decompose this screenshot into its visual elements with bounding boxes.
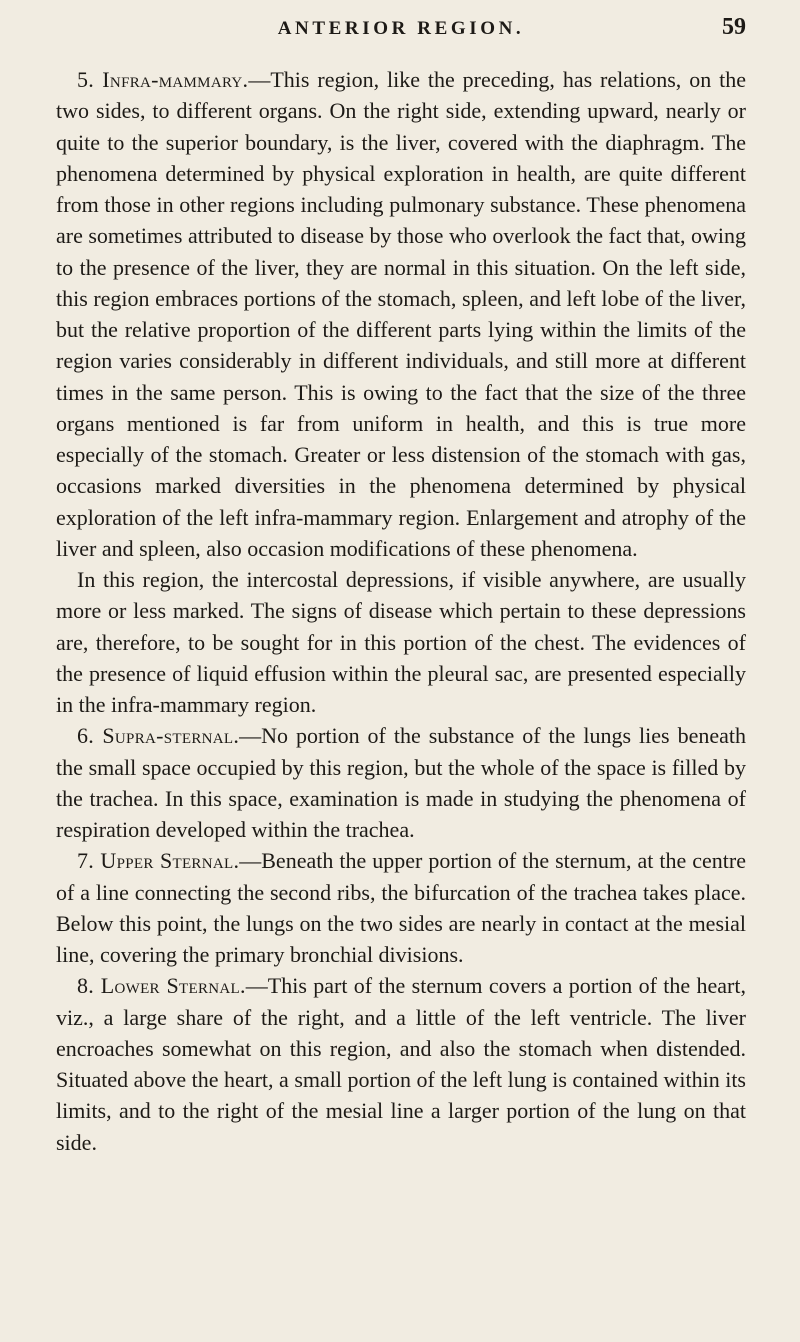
section-text-supra-sternal: —No portion of the substance of the lungs lies beneath the small space occupied by this region, but the whole of the space is filled by the trachea. In this space, examination is made in studying the phenomena of respiration developed within the trachea. (56, 723, 746, 842)
paragraph-infra-mammary (56, 64, 746, 564)
paragraph-lower-sternal (56, 970, 746, 1158)
running-title: ANTERIOR REGION. (277, 18, 525, 39)
section-text-upper-sternal: —Beneath the upper portion of the sternum, at the centre of a line connecting the second ribs, the bifurcation of the trachea takes place. Below this point, the lungs on the two sides are nearly in contact at the mesial line, covering the primary bronchial divisions. (56, 848, 746, 967)
paragraph-intercostal-depressions (56, 564, 746, 720)
page-number: 59 (722, 14, 746, 40)
running-head (56, 14, 746, 54)
section-heading-supra-sternal: 6. Supra-sternal. (77, 723, 240, 749)
section-text-lower-sternal: —This part of the sternum covers a portion of the heart, viz., a large share of the right, and a little of the left ventricle. The liver encroaches somewhat on this region, and also the stomach when distended. Situated above the heart, a small portion of the left lung is contained within its limits, and to the right of the mesial line a larger portion of the lung on that side. (56, 973, 746, 1155)
body-text (56, 64, 746, 1158)
section-heading-upper-sternal: 7. Upper Sternal. (77, 848, 240, 874)
paragraph-upper-sternal (56, 845, 746, 970)
paragraph-supra-sternal (56, 720, 746, 845)
section-text-infra-mammary: —This region, like the preceding, has relations, on the two sides, to different organs. On the right side, extending upward, nearly or quite to the superior boundary, is the liver, covered with the diaphragm. The phenomena determined by physical exploration in health, are quite different from those in other regions including pulmonary substance. These phenomena are sometimes attributed to disease by those who overlook the fact that, owing to the presence of the liver, they are normal in this situation. On the left side, this region embraces portions of the stomach, spleen, and left lobe of the liver, but the relative proportion of the different parts lying within the limits of the region varies considerably in different individuals, and still more at different times in the same person. This is owing to the fact that the size of the three organs mentioned is far from uniform in health, and this is true more especially of the stomach. Greater or less distension of the stomach with gas, occasions marked diversities in the phenomena determined by physical exploration of the left infra-mammary region. Enlargement and atrophy of the liver and spleen, also occasion modifications of these phenomena. (56, 67, 746, 561)
section-heading-infra-mammary: 5. Infra-mammary. (77, 67, 249, 92)
section-text-intercostal-depressions: In this region, the intercostal depressions, if visible anywhere, are usually more or less marked. The signs of disease which pertain to these depressions are, therefore, to be sought for in this portion of the chest. The evidences of the presence of liquid effusion within the pleural sac, are presented especially in the infra-mammary region. (56, 567, 746, 717)
section-heading-lower-sternal: 8. Lower Sternal. (77, 973, 246, 999)
